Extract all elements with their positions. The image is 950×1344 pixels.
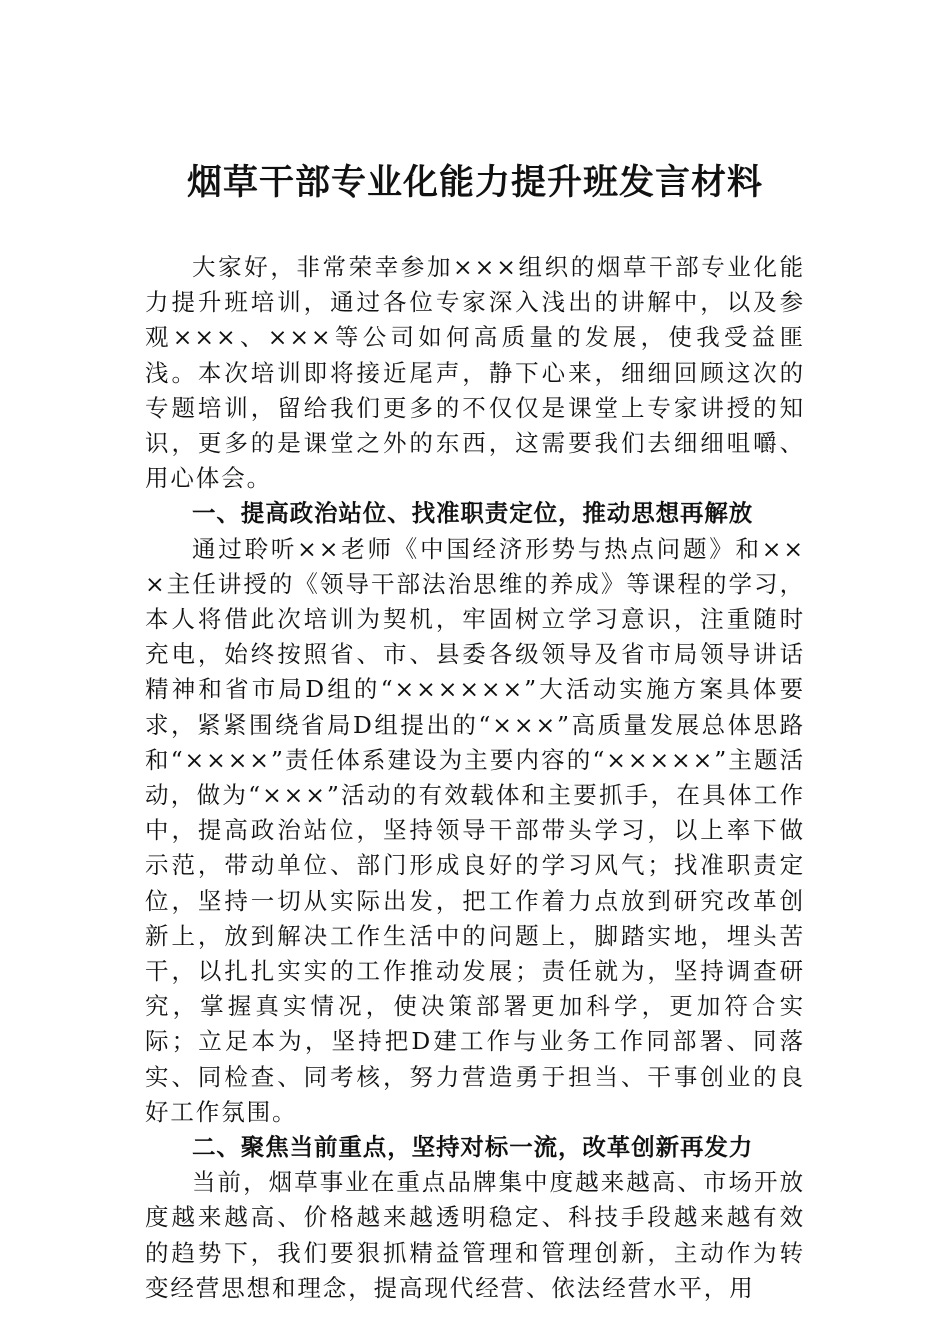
section-2-paragraph: 当前，烟草事业在重点品牌集中度越来越高、市场开放度越来越高、价格越来越透明稳定、科技手段越来越有效的趋势下，我们要狠抓精益管理和管理创新，主动作为转变经营思想和理念，提高现代经营、依法经营水平，用 [145,1168,805,1302]
section-1-paragraph: 通过聆听××老师《中国经济形势与热点问题》和×××主任讲授的《领导干部法治思维的养成》等课程的学习，本人将借此次培训为契机，牢固树立学习意识，注重随时充电，始终按照省、市、县委各级领导及省市局领导讲话精神和省市局D组的“××××××”大活动实施方案具体要求，紧紧围绕省局D组提出的“×××”高质量发展总体思路和“××××”责任体系建设为主要内容的“×××××”主题活动，做为“×××”活动的有效载体和主要抓手，在具体工作中，提高政治站位，坚持领导干部带头学习，以上率下做示范，带动单位、部门形成良好的学习风气；找准职责定位，坚持一切从实际出发，把工作着力点放到研究改革创新上，放到解决工作生活中的问题上，脚踏实地，埋头苦干，以扎扎实实的工作推动发展；责任就为，坚持调查研究，掌握真实情况，使决策部署更加科学，更加符合实际；立足本为，坚持把D建工作与业务工作同部署、同落实、同检查、同考核，努力营造勇于担当、干事创业的良好工作氛围。 [145,534,805,1126]
intro-paragraph: 大家好，非常荣幸参加×××组织的烟草干部专业化能力提升班培训，通过各位专家深入浅出的讲解中，以及参观×××、×××等公司如何高质量的发展，使我受益匪浅。本次培训即将接近尾声，静下心来，细细回顾这次的专题培训，留给我们更多的不仅仅是课堂上专家讲授的知识，更多的是课堂之外的东西，这需要我们去细细咀嚼、用心体会。 [145,253,805,493]
document-title: 烟草干部专业化能力提升班发言材料 [186,162,763,203]
section-heading-1: 一、提高政治站位、找准职责定位，推动思想再解放 [192,499,754,528]
section-heading-2: 二、聚焦当前重点，坚持对标一流，改革创新再发力 [192,1133,754,1162]
document-body [145,250,805,1306]
